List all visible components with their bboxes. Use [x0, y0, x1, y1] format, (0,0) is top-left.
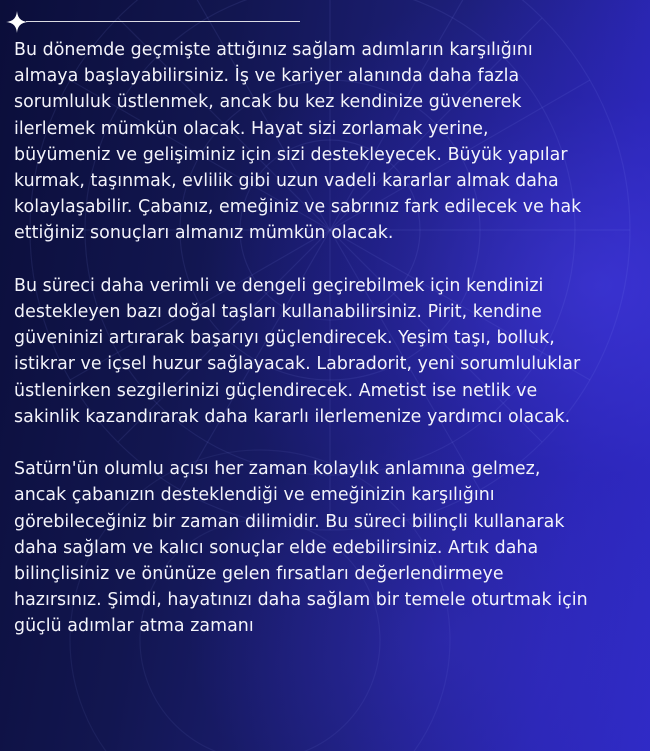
text-line: ilerlemek mümkün olacak. Hayat sizi zorlamak yerine, [14, 118, 489, 139]
article-body [14, 37, 639, 640]
text-line: güveninizi artırarak başarıyı güçlendirecek. Yeşim taşı, bolluk, [14, 328, 555, 349]
paragraph-2 [14, 273, 639, 430]
text-line: büyümeniz ve gelişiminiz için sizi destekleyecek. Büyük yapılar [14, 144, 568, 165]
text-line: daha sağlam ve kalıcı sonuçlar elde edebilirsiniz. Artık daha [14, 537, 539, 558]
header-divider-line [26, 21, 300, 22]
text-line: görebileceğiniz bir zaman dilimidir. Bu süreci bilinçli kullanarak [14, 511, 565, 532]
text-line: hazırsınız. Şimdi, hayatınızı daha sağlam bir temele oturtmak için [14, 590, 588, 611]
text-line: kolaylaşabilir. Çabanız, emeğiniz ve sabrınız fark edilecek ve hak [14, 197, 582, 218]
text-line: sorumluluk üstlenmek, ancak bu kez kendinize güvenerek [14, 92, 522, 113]
text-line: istikrar ve içsel huzur sağlayacak. Labradorit, yeni sorumluluklar [14, 354, 581, 375]
text-line: Bu süreci daha verimli ve dengeli geçirebilmek için kendinizi [14, 275, 544, 296]
text-line: ettiğiniz sonuçları almanız mümkün olacak. [14, 223, 394, 244]
paragraph-3 [14, 456, 639, 639]
text-line: Bu dönemde geçmişte attığınız sağlam adımların karşılığını [14, 40, 533, 60]
text-line: üstlenirken sezgilerinizi güçlendirecek. Ametist ise netlik ve [14, 380, 538, 401]
text-line: sakinlik kazandırarak daha kararlı ilerlemenize yardımcı olacak. [14, 406, 571, 427]
text-line: destekleyen bazı doğal taşları kullanabilirsiniz. Pirit, kendine [14, 302, 542, 323]
text-line: ancak çabanızın desteklendiği ve emeğinizin karşılığını [14, 485, 495, 506]
paragraph-1 [14, 37, 639, 247]
text-line: kurmak, taşınmak, evlilik gibi uzun vadeli kararlar almak daha [14, 171, 559, 192]
four-point-star-icon [6, 11, 28, 33]
text-line: Satürn'ün olumlu açısı her zaman kolaylık anlamına gelmez, [14, 459, 541, 480]
text-line: bilinçlisiniz ve önünüze gelen fırsatları değerlendirmeye [14, 564, 504, 585]
text-line: güçlü adımlar atma zamanı [14, 616, 254, 637]
text-line: almaya başlayabilirsiniz. İş ve kariyer alanında daha fazla [14, 66, 520, 87]
